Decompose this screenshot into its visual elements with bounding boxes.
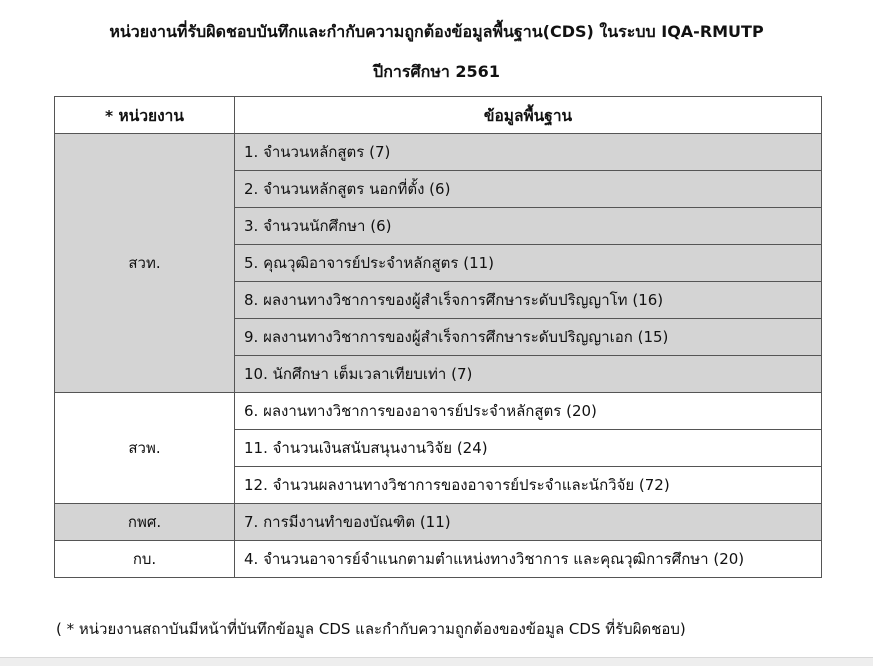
data-item-cell: 10. นักศึกษา เต็มเวลาเทียบเท่า (7): [235, 356, 822, 393]
unit-cell: กพศ.: [55, 504, 235, 541]
table-row: [55, 504, 822, 541]
data-item-cell: 9. ผลงานทางวิชาการของผู้สำเร็จการศึกษาระดับปริญญาเอก (15): [235, 319, 822, 356]
data-item-cell: 12. จำนวนผลงานทางวิชาการของอาจารย์ประจำและนักวิจัย (72): [235, 467, 822, 504]
page-title: หน่วยงานที่รับผิดชอบบันทึกและกำกับความถูกต้องข้อมูลพื้นฐาน(CDS) ในระบบ IQA-RMUTP: [109, 22, 764, 41]
data-item-cell: 4. จำนวนอาจารย์จำแนกตามตำแหน่งทางวิชาการ และคุณวุฒิการศึกษา (20): [235, 541, 822, 578]
table-row: [55, 134, 822, 171]
data-item-cell: 2. จำนวนหลักสูตร นอกที่ตั้ง (6): [235, 171, 822, 208]
data-item-cell: 6. ผลงานทางวิชาการของอาจารย์ประจำหลักสูตร (20): [235, 393, 822, 430]
data-item-cell: 5. คุณวุฒิอาจารย์ประจำหลักสูตร (11): [235, 245, 822, 282]
header-basic-data: ข้อมูลพื้นฐาน: [235, 97, 822, 134]
page-subtitle: ปีการศึกษา 2561: [373, 62, 500, 81]
header-unit: * หน่วยงาน: [55, 97, 235, 134]
unit-cell: สวพ.: [55, 393, 235, 504]
data-item-cell: 7. การมีงานทำของบัณฑิต (11): [235, 504, 822, 541]
unit-cell: กบ.: [55, 541, 235, 578]
data-item-cell: 11. จำนวนเงินสนับสนุนงานวิจัย (24): [235, 430, 822, 467]
data-item-cell: 8. ผลงานทางวิชาการของผู้สำเร็จการศึกษาระดับปริญญาโท (16): [235, 282, 822, 319]
data-item-cell: 1. จำนวนหลักสูตร (7): [235, 134, 822, 171]
table-row: [55, 393, 822, 430]
footnote: ( * หน่วยงานสถาบันมีหน้าที่บันทึกข้อมูล CDS และกำกับความถูกต้องของข้อมูล CDS ที่รับผิดชอบ): [56, 620, 686, 638]
table-header-row: [55, 97, 822, 134]
window-bottom-edge: [0, 657, 873, 666]
data-item-cell: 3. จำนวนนักศึกษา (6): [235, 208, 822, 245]
cds-responsibility-table: [54, 96, 822, 578]
table-row: [55, 541, 822, 578]
unit-cell: สวท.: [55, 134, 235, 393]
